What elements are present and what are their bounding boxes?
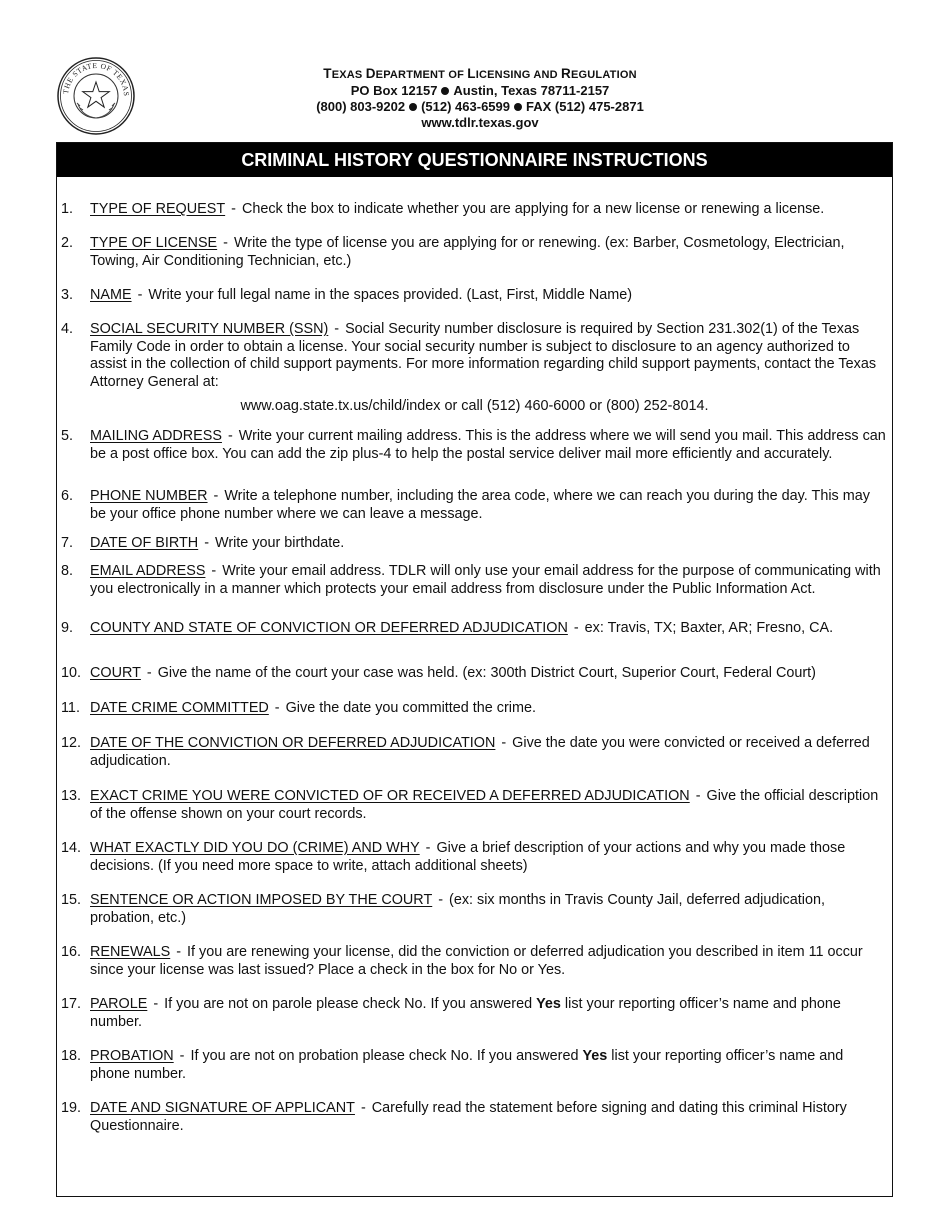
- state-seal: [56, 56, 136, 136]
- website: www.tdlr.texas.gov: [421, 115, 539, 130]
- instruction-item: 11. DATE CRIME COMMITTED - Give the date you committed the crime.: [61, 700, 536, 716]
- instruction-item: 4. SOCIAL SECURITY NUMBER (SSN) - Social Security number disclosure is required by Section 231.302(1) of the Texas Family Code in order to obtain a license. Your social security number is subject to disclosure to an agency authorized to assist in the collection of child support payments. For more information regarding child support payments, contact the Texas Attorney General at:: [61, 321, 877, 390]
- mailing-address: PO Box 12157 Austin, Texas 78711-2157: [350, 83, 610, 98]
- instruction-item: 14. WHAT EXACTLY DID YOU DO (CRIME) AND WHY - Give a brief description of your actions and why you made those decisions. (If you need more space to write, attach additional sheets): [61, 840, 846, 874]
- instruction-item: 19. DATE AND SIGNATURE OF APPLICANT - Carefully read the statement before signing and dating this criminal History Questionnaire.: [61, 1100, 847, 1134]
- instruction-item: 2. TYPE OF LICENSE - Write the type of license you are applying for or renewing. (ex: Barber, Cosmetology, Electrician, Towing, Air Conditioning Technician, etc.): [61, 235, 845, 269]
- bullet-icon: [441, 87, 449, 95]
- instruction-item: 5. MAILING ADDRESS - Write your current mailing address. This is the address where we will send you mail. This address can be a post office box. You can add the zip plus-4 to help the postal service deliver mail more efficiently and accurately.: [61, 428, 886, 462]
- instructions-frame: [56, 142, 893, 1197]
- instruction-item: 16. RENEWALS - If you are renewing your license, did the conviction or deferred adjudication you described in item 11 occur since your license was last issued? Place a check in the box for No or Yes.: [61, 944, 863, 978]
- instruction-item: 18. PROBATION - If you are not on probation please check No. If you answered Yes list your reporting officer’s name and phone number.: [61, 1048, 844, 1082]
- instruction-item: 9. COUNTY AND STATE OF CONVICTION OR DEFERRED ADJUDICATION - ex: Travis, TX; Baxter, AR; Fresno, CA.: [61, 620, 834, 636]
- attorney-general-contact: www.oag.state.tx.us/child/index or call (512) 460-6000 or (800) 252-8014.: [240, 398, 709, 414]
- instruction-item: 6. PHONE NUMBER - Write a telephone number, including the area code, where we can reach you during the day. This may be your office phone number where we can leave a message.: [61, 488, 870, 522]
- instruction-item: 3. NAME - Write your full legal name in the spaces provided. (Last, First, Middle Name): [61, 287, 632, 303]
- instruction-item: 17. PAROLE - If you are not on parole please check No. If you answered Yes list your reporting officer’s name and phone number.: [61, 996, 841, 1030]
- bullet-icon: [514, 103, 522, 111]
- agency-header: [200, 66, 760, 131]
- instruction-item: 1. TYPE OF REQUEST - Check the box to indicate whether you are applying for a new license or renewing a license.: [61, 201, 825, 217]
- page-title: CRIMINAL HISTORY QUESTIONNAIRE INSTRUCTIONS: [57, 143, 892, 177]
- department-name: TEXAS DEPARTMENT OF LICENSING AND REGULATION: [323, 66, 637, 81]
- instruction-item: 10. COURT - Give the name of the court your case was held. (ex: 300th District Court, Superior Court, Federal Court): [61, 665, 816, 681]
- seal-text: THE STATE OF TEXAS: [61, 60, 132, 97]
- instruction-item: 15. SENTENCE OR ACTION IMPOSED BY THE COURT - (ex: six months in Travis County Jail, deferred adjudication, probation, etc.): [61, 892, 825, 926]
- contact-numbers: (800) 803-9202 (512) 463-6599 FAX (512) 475-2871: [316, 99, 644, 114]
- bullet-icon: [409, 103, 417, 111]
- instruction-item: 8. EMAIL ADDRESS - Write your email address. TDLR will only use your email address for the purpose of communicating with you electronically in a manner which protects your email address from disclosure under the Public Information Act.: [61, 563, 881, 597]
- instruction-item: 7. DATE OF BIRTH - Write your birthdate.: [61, 535, 345, 551]
- instruction-item: 12. DATE OF THE CONVICTION OR DEFERRED ADJUDICATION - Give the date you were convicted or received a deferred adjudication.: [61, 735, 870, 769]
- instruction-item: 13. EXACT CRIME YOU WERE CONVICTED OF OR RECEIVED A DEFERRED ADJUDICATION - Give the official description of the offense shown on your court records.: [61, 788, 879, 822]
